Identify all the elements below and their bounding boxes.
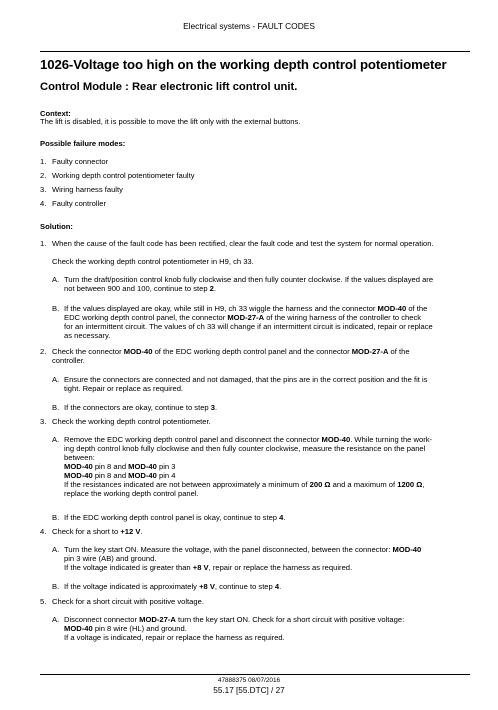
- step-2a: A. Ensure the connectors are connected and not damaged, that the pins are in the correct position and the fit is tight. Repair or replace as required.: [52, 375, 428, 393]
- failure-mode-item: 1. Faulty connector: [40, 157, 109, 166]
- solution-step-3: 3. Check the working depth control potentiometer.: [40, 417, 211, 426]
- page-number: 55.17 [55.DTC] / 27: [213, 686, 285, 695]
- step-4a: A. Turn the key start ON. Measure the voltage, with the panel disconnected, between the connector: MOD-40 pin 3 wire (AB) and ground. If the voltage indicated is greater than +8 V, repair or replace the harness as required.: [52, 545, 422, 572]
- solution-step-5: 5. Check for a short circuit with positive voltage.: [40, 597, 204, 606]
- solution-step-2: 2. Check the connector MOD-40 of the EDC working depth control panel and the connector MOD-27-A of the controller.: [40, 347, 410, 365]
- step-5a: A. Disconnect connector MOD-27-A turn the key start ON. Check for a short circuit with positive voltage: MOD-40 pin 8 wire (HL) and ground. If a voltage is indicated, repair or replace the harness as required.: [52, 615, 405, 642]
- fault-title: 1026-Voltage too high on the working depth control potentiometer: [40, 51, 470, 72]
- step-3b: B. If the EDC working depth control panel is okay, continue to step 4.: [52, 513, 286, 522]
- document-reference: 47888375 08/07/2016: [217, 677, 281, 684]
- step-1b: B. If the values displayed are okay, while still in H9, ch 33 wiggle the harness and the connector MOD-40 of the EDC working depth control panel, the connector MOD-27-A of the wiring harness of the controller to check for an intermittent circuit. The values of ch 33 will change if an intermittent circuit is indicated, repair or replace as necessary.: [52, 304, 433, 340]
- step-3a: A. Remove the EDC working depth control panel and disconnect the connector MOD-40. While turning the work- ing depth control knob fully clockwise and then fully counter clockwise, measure the resistance on the panel between: MOD-40 pin 8 and MOD-40 pin 3 MOD-40 pin 8 and MOD-40 pin 4 If the resistances indicated are not between approximately a minimum of 200 Ω and a maximum of 1200 Ω, replace the working depth control panel.: [52, 435, 433, 498]
- solution-step-1: 1. When the cause of the fault code has been rectified, clear the fault code and test the system for normal operation.: [40, 239, 434, 248]
- step-4b: B. If the voltage indicated is approximately +8 V, continue to step 4.: [52, 582, 282, 591]
- failure-mode-item: 2. Working depth control potentiometer faulty: [40, 171, 195, 180]
- context-label: Context:: [40, 109, 71, 118]
- control-module-heading: Control Module : Rear electronic lift control unit.: [40, 81, 298, 93]
- step-2b: B. If the connectors are okay, continue to step 3.: [52, 403, 218, 412]
- solution-label: Solution:: [40, 222, 73, 231]
- failure-modes-label: Possible failure modes:: [40, 139, 126, 148]
- failure-mode-item: 3. Wiring harness faulty: [40, 185, 123, 194]
- step-1a: A. Turn the draft/position control knob fully clockwise and then fully counter clockwise. If the values displayed are not between 900 and 100, continue to step 2.: [52, 275, 434, 293]
- page-header: Electrical systems - FAULT CODES: [183, 21, 315, 31]
- failure-mode-item: 4. Faulty controller: [40, 199, 107, 208]
- solution-step-4: 4. Check for a short to +12 V.: [40, 527, 143, 536]
- context-text: The lift is disabled, it is possible to move the lift only with the external buttons.: [40, 117, 301, 126]
- step-1-note: Check the working depth control potentiometer in H9, ch 33.: [52, 257, 254, 266]
- footer-divider: [40, 674, 470, 675]
